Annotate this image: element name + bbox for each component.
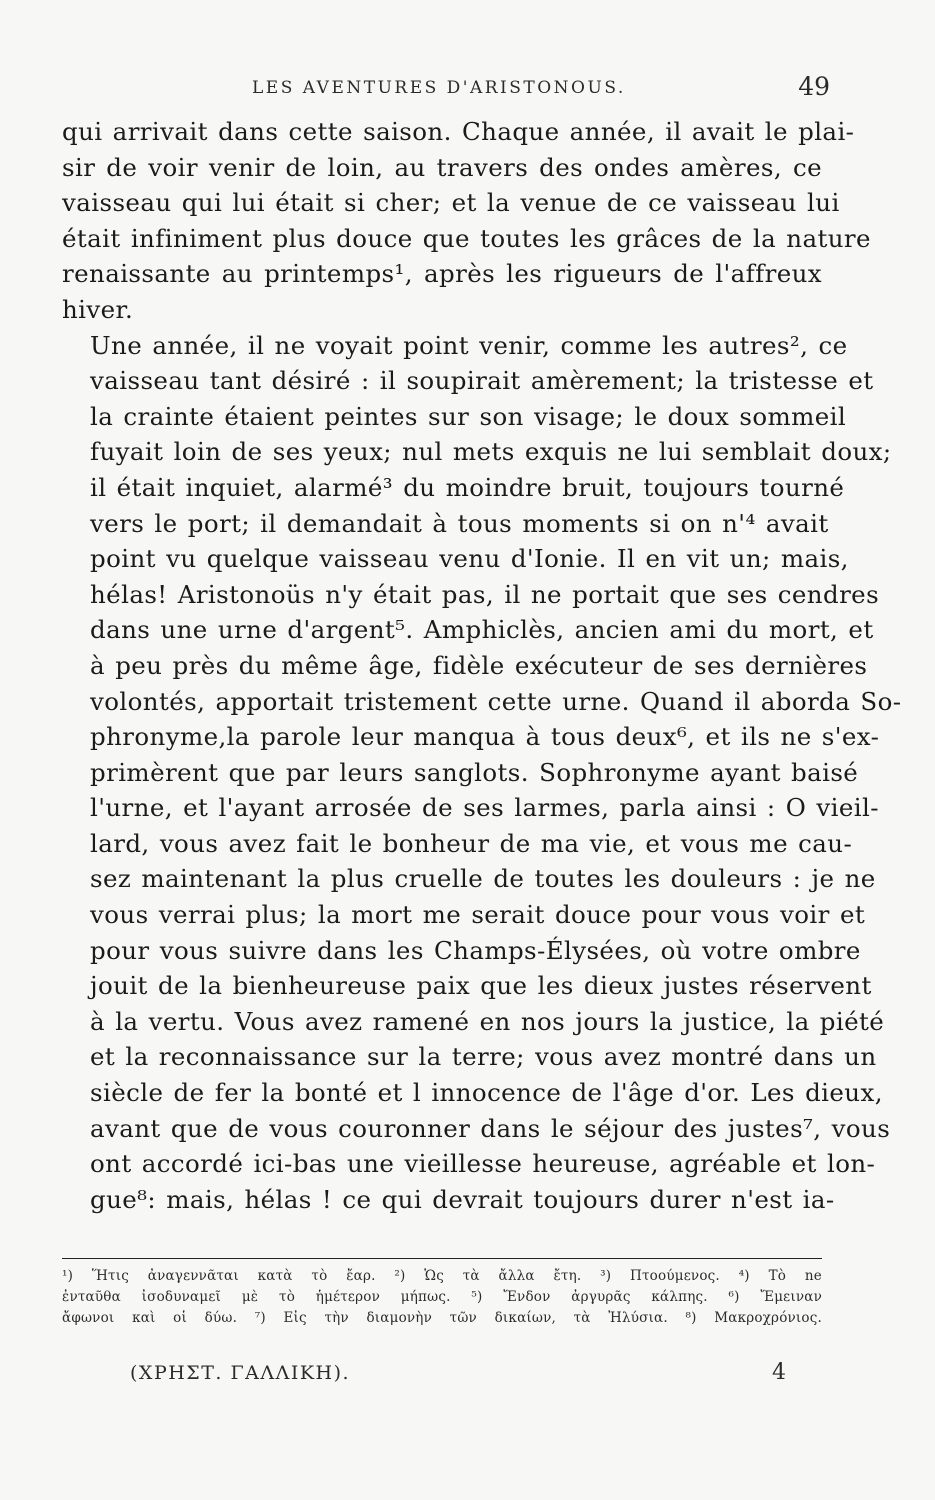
text-line: il était inquiet, alarmé³ du moindre bruit, toujours tourné	[90, 472, 845, 502]
text-line: fuyait loin de ses yeux; nul mets exquis ne lui semblait doux;	[90, 437, 892, 467]
body-text	[62, 114, 902, 1217]
text-line: vers le port; il demandait à tous moments si on n'⁴ avait	[90, 508, 829, 538]
text-line: à la vertu. Vous avez ramené en nos jours la justice, la piété	[90, 1006, 885, 1036]
text-line: vaisseau tant désiré : il soupirait amèrement; la tristesse et	[90, 366, 874, 396]
text-line: l'urne, et l'ayant arrosée de ses larmes, parla ainsi : O vieil-	[90, 793, 879, 823]
text-line: jouit de la bienheureuse paix que les dieux justes réservent	[90, 971, 872, 1001]
text-line: dans une urne d'argent⁵. Amphiclès, ancien ami du mort, et	[90, 615, 874, 645]
text-line: ont accordé ici-bas une vieillesse heureuse, agréable et lon-	[90, 1149, 876, 1179]
text-line: gue⁸: mais, hélas ! ce qui devrait toujours durer n'est ia-	[90, 1184, 835, 1214]
signature-mark-text: (ΧΡΗΣΤ. ΓΑΛΛΙΚΗ).	[130, 1362, 351, 1384]
footnote-line: ἄφωνοι καὶ οἱ δύω. ⁷) Εἰς τὴν διαμονὴν τῶν δικαίων, τὰ Ἠλύσια. ⁸) Μακροχρόνιος.	[62, 1310, 822, 1326]
text-line: pour vous suivre dans les Champs-Élysées, où votre ombre	[90, 935, 861, 965]
text-line: volontés, apportait tristement cette urne. Quand il aborda So-	[90, 686, 902, 716]
text-line: vous verrai plus; la mort me serait douce pour vous voir et	[90, 900, 866, 930]
text-line: hiver.	[62, 294, 134, 324]
text-line: lard, vous avez fait le bonheur de ma vie, et vous me cau-	[90, 828, 853, 858]
text-line: la crainte étaient peintes sur son visage; le doux sommeil	[90, 401, 847, 431]
page-number: 49	[798, 72, 830, 101]
text-line: renaissante au printemps¹, après les rigueurs de l'affreux	[62, 259, 822, 289]
text-line: siècle de fer la bonté et l innocence de l'âge d'or. Les dieux,	[90, 1078, 883, 1108]
text-line: avant que de vous couronner dans le séjour des justes⁷, vous	[90, 1113, 891, 1143]
text-line: Une année, il ne voyait point venir, comme les autres², ce	[90, 330, 848, 360]
text-line: à peu près du même âge, fidèle exécuteur de ses dernières	[90, 650, 868, 680]
text-line: était infiniment plus douce que toutes les grâces de la nature	[62, 223, 871, 253]
footnote-rule	[62, 1258, 822, 1259]
text-line: phronyme,la parole leur manqua à tous deux⁶, et ils ne s'ex-	[90, 722, 880, 752]
text-line: point vu quelque vaisseau venu d'Ionie. Il en vit un; mais,	[90, 544, 849, 574]
text-line: sez maintenant la plus cruelle de toutes les douleurs : je ne	[90, 864, 876, 894]
text-line: vaisseau qui lui était si cher; et la venue de ce vaisseau lui	[62, 188, 840, 218]
page-header	[60, 72, 830, 104]
text-line: primèrent que par leurs sanglots. Sophronyme ayant baisé	[90, 757, 859, 787]
text-line: sir de voir venir de loin, au travers des ondes amères, ce	[62, 152, 822, 182]
text-line: et la reconnaissance sur la terre; vous avez montré dans un	[90, 1042, 877, 1072]
footnote-line: ἐνταῦθα ἰσοδυναμεῖ μὲ τὸ ἡμέτερον μήπως. ⁵) Ἔνδον ἀργυρᾶς κάλπης. ⁶) Ἔμειναν	[62, 1289, 822, 1305]
running-head: LES AVENTURES D'ARISTONOUS.	[252, 78, 626, 98]
paragraph-2	[62, 328, 902, 1218]
signature-number: 4	[772, 1360, 786, 1385]
paragraph-1	[62, 114, 871, 328]
text-line: qui arrivait dans cette saison. Chaque année, il avait le plai-	[62, 117, 855, 146]
footnotes	[62, 1266, 822, 1329]
text-line: hélas! Aristonoüs n'y était pas, il ne portait que ses cendres	[90, 579, 880, 609]
footnote-line: ¹) Ἥτις ἀναγεννᾶται κατὰ τὸ ἔαρ. ²) Ὡς τὰ ἄλλα ἔτη. ³) Πτοούμενος. ⁴) Τὸ ne	[62, 1268, 822, 1284]
